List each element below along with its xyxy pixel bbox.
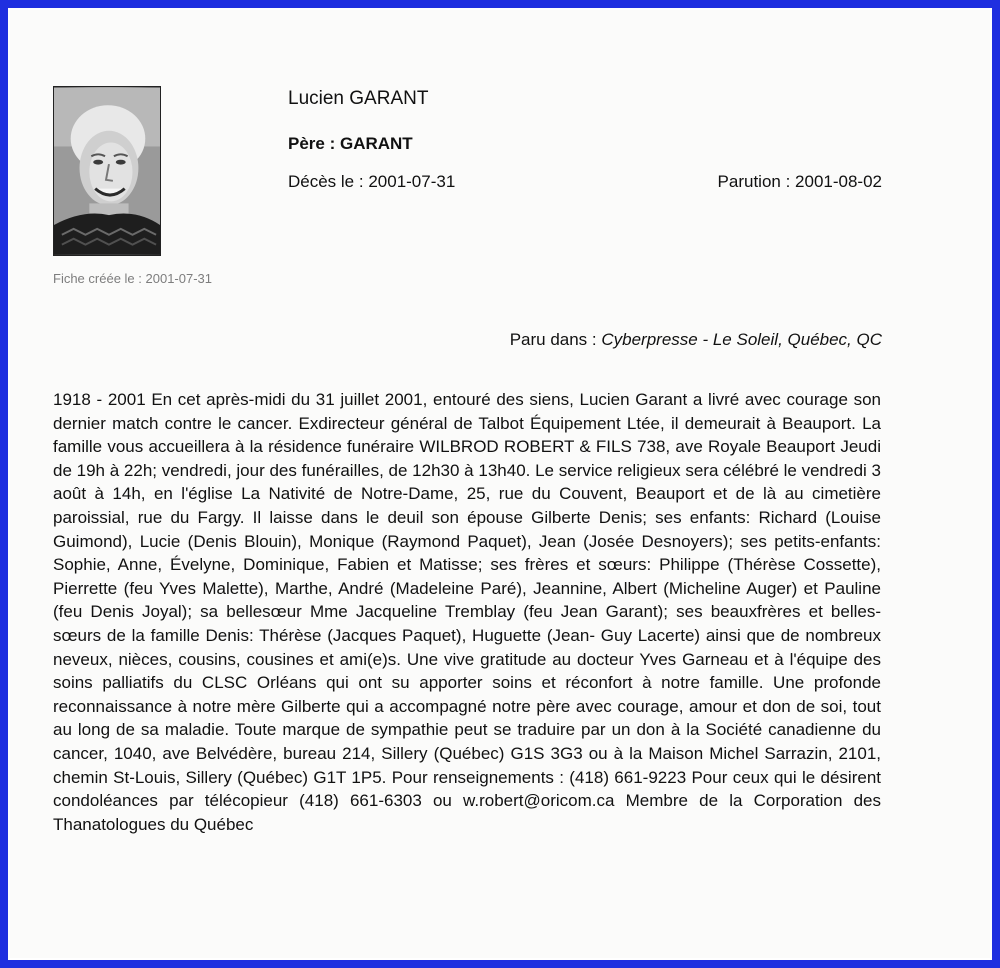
published-in-label: Paru dans :: [509, 330, 597, 349]
deceased-name: Lucien GARANT: [288, 88, 429, 109]
death-date-value: 2001-07-31: [368, 172, 456, 191]
record-created-date: [53, 271, 212, 286]
death-date: [288, 172, 455, 192]
death-date-label: Décès le :: [288, 172, 364, 191]
obituary-card: [8, 8, 992, 960]
portrait-icon: [54, 87, 160, 255]
publication-date-value: 2001-08-02: [795, 172, 882, 191]
obituary-text: 1918 - 2001 En cet après-midi du 31 juillet 2001, entouré des siens, Lucien Garant a livré avec courage son dernier match contre le cancer. Exdirecteur général de Talbot Équipement Ltée, il demeurait à Beauport. La famille vous accueillera à la résidence funéraire WILBROD ROBERT & FILS 738, ave Royale Beauport Jeudi de 19h à 22h; vendredi, jour des funérailles, de 12h30 à 13h40. Le service religieux sera célébré le vendredi 3 août à 14h, en l'église La Nativité de Notre-Dame, 25, rue du Couvent, Beauport et de là au cimetière paroissial, rue du Fargy. Il laisse dans le deuil son épouse Gilberte Denis; ses enfants: Richard (Louise Guimond), Lucie (Denis Blouin), Monique (Raymond Paquet), Jean (Josée Desnoyers); ses petits-enfants: Sophie, Anne, Évelyne, Dominique, Fabien et Matisse; ses frères et sœurs: Philippe (Thérèse Cossette), Pierrette (feu Yves Malette), Marthe, André (Madeleine Paré), Jeannine, Albert (Micheline Auger) et Pauline (feu Denis Joyal); sa bellesœur Mme Jacqueline Tremblay (feu Jean Garant); ses beauxfrères et belles-sœurs de la famille Denis: Thérèse (Jacques Paquet), Huguette (Jean- Guy Lacerte) ainsi que de nombreux neveux, nièces, cousins, cousines et ami(e)s. Une vive gratitude au docteur Yves Garneau et à l'équipe des soins palliatifs du CLSC Orléans qui ont su apporter soins et réconfort à notre famille. Une profonde reconnaissance à notre mère Gilberte qui a accompagné notre père avec courage, amour et don de soi, tout au long de sa maladie. Toute marque de sympathie peut se traduire par un don à la Société canadienne du cancer, 1040, ave Belvédère, bureau 214, Sillery (Québec) G1S 3G3 ou à la Maison Michel Sarrazin, 2101, chemin St-Louis, Sillery (Québec) G1T 1P5. Pour renseignements : (418) 661-9223 Pour ceux qui le désirent condoléances par télécopieur (418) 661-6303 ou w.robert@oricom.ca Membre de la Corporation des Thanatologues du Québec: [53, 390, 881, 834]
publication-date: [718, 172, 882, 192]
portrait-photo: [53, 86, 161, 256]
record-created-label: Fiche créée le :: [53, 271, 142, 286]
published-in: [510, 330, 882, 350]
publication-date-label: Parution :: [717, 172, 791, 191]
publication-name: Cyberpresse - Le Soleil, Québec, QC: [601, 330, 882, 349]
record-created-value: 2001-07-31: [145, 271, 212, 286]
father-name: Père : GARANT: [288, 134, 413, 153]
